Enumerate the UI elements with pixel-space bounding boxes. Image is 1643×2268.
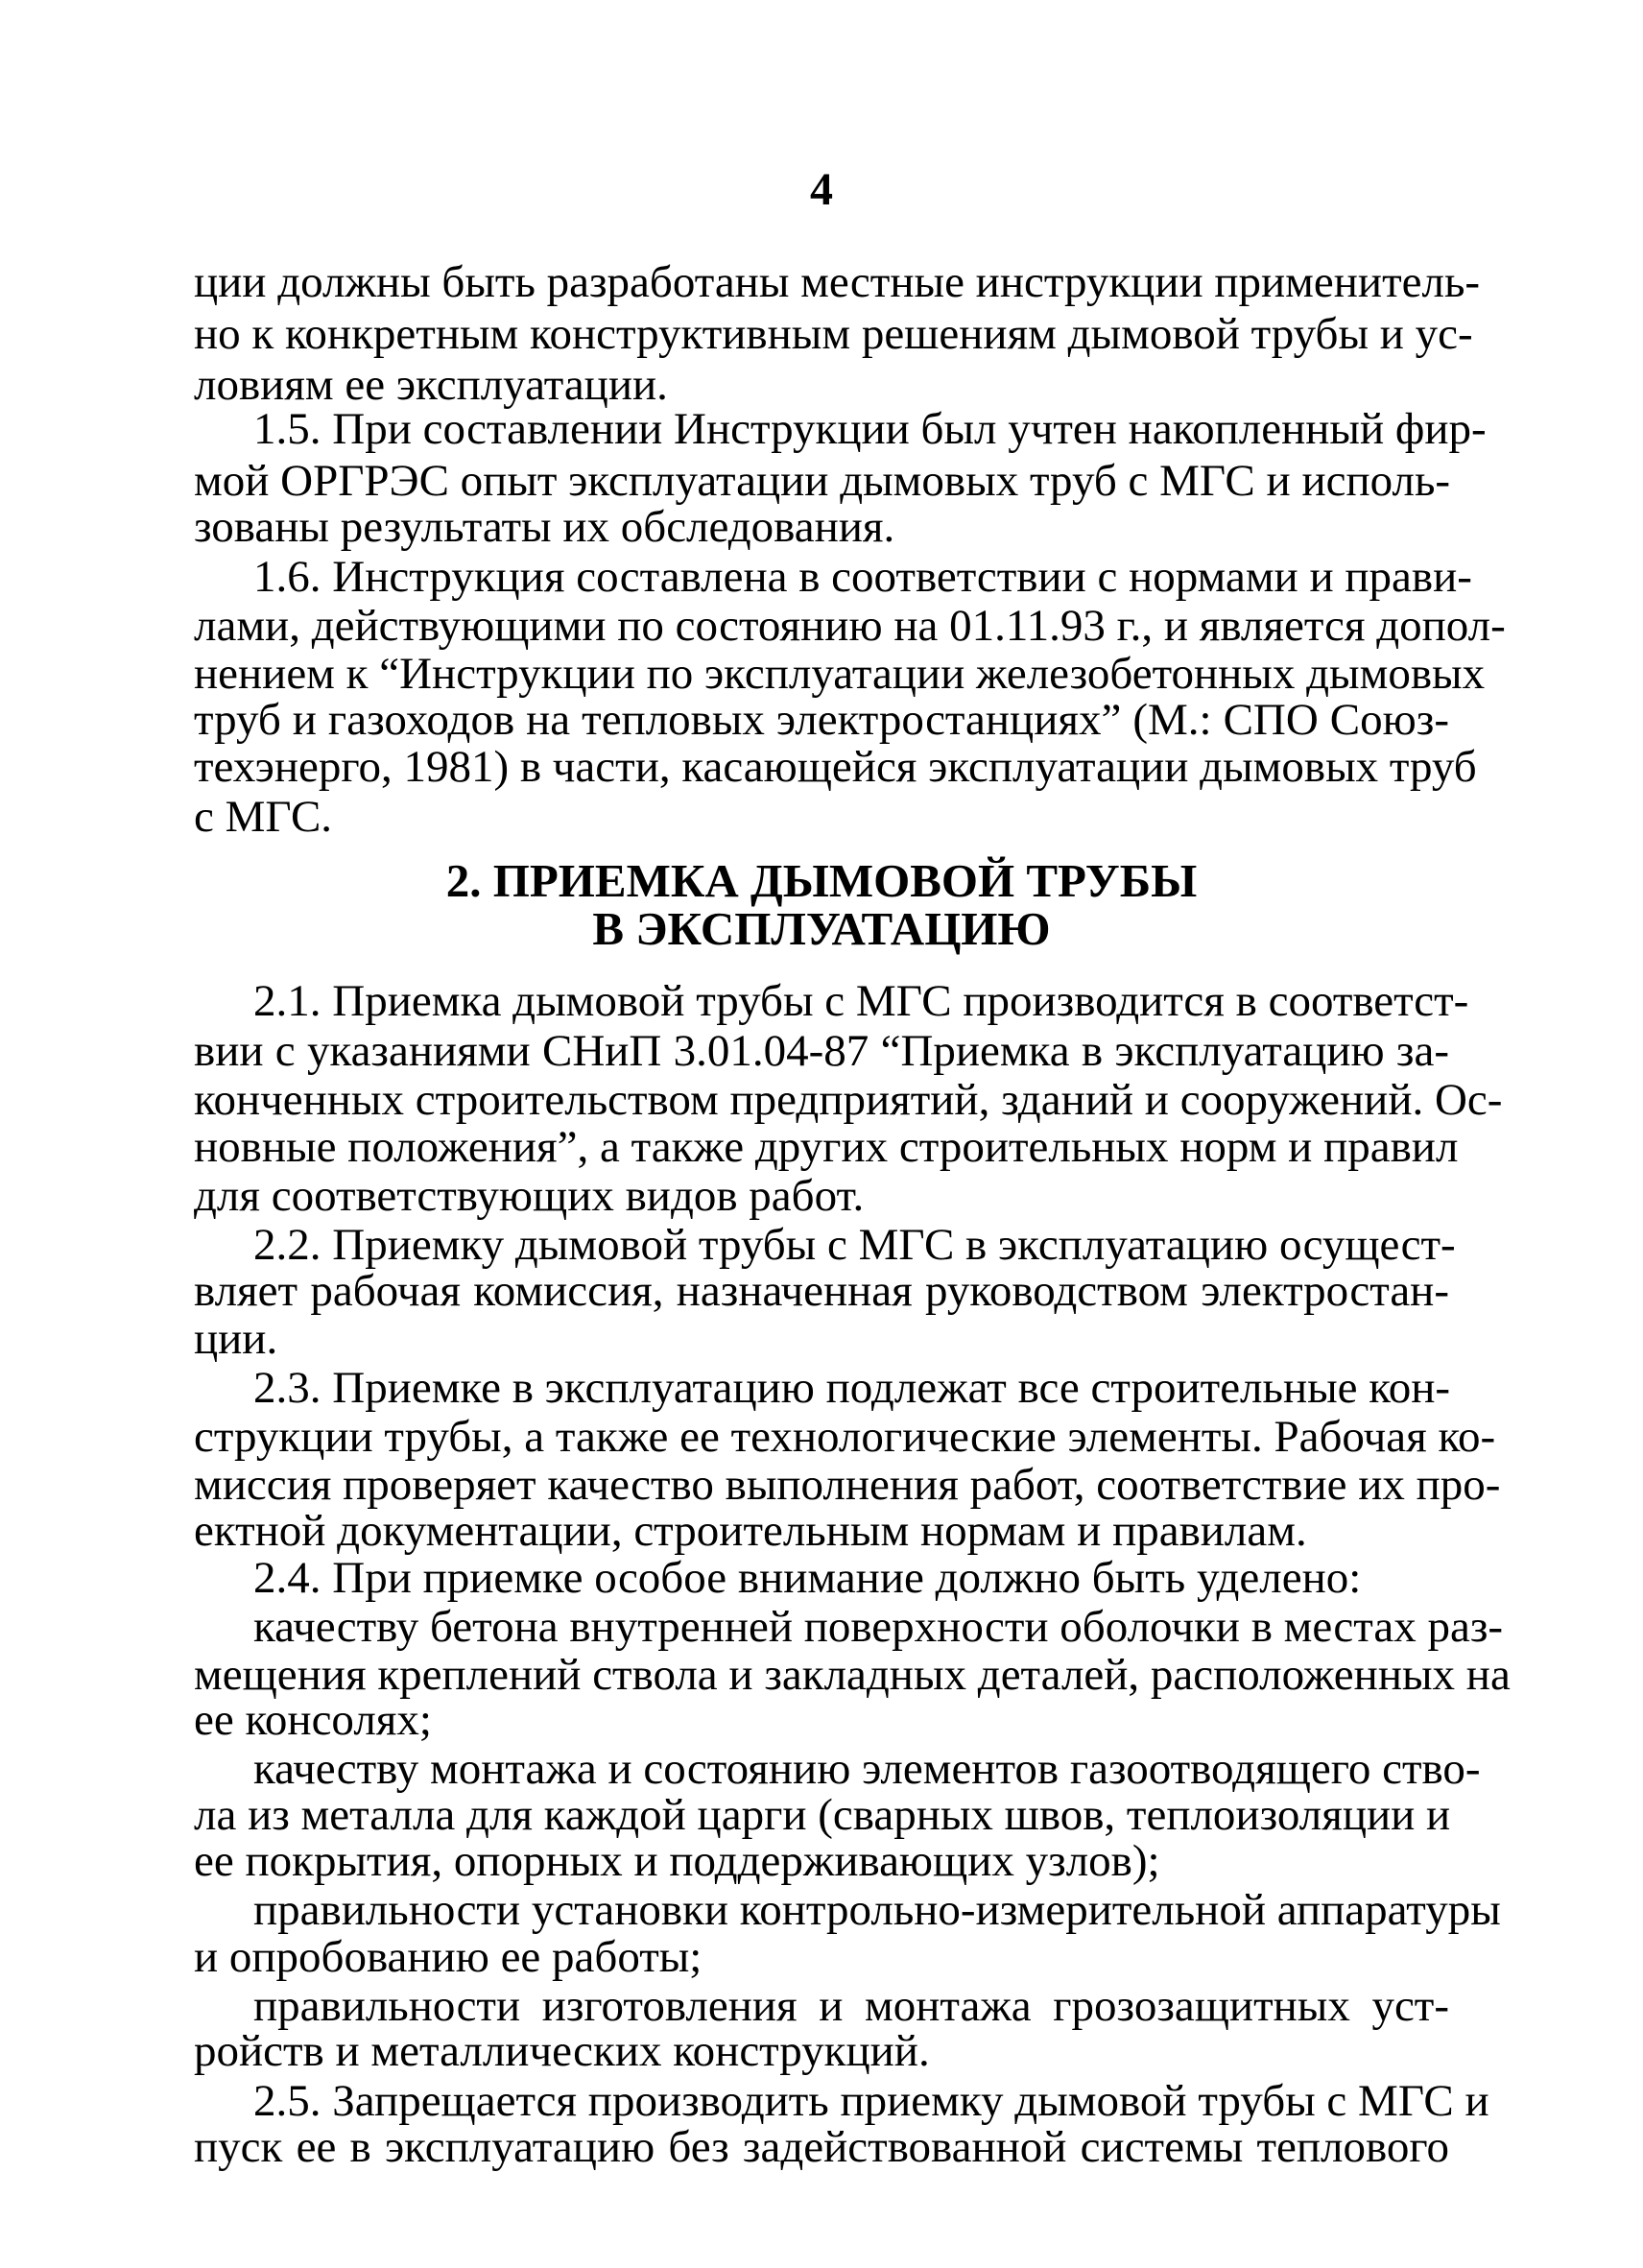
text-line: пуск ее в эксплуатацию без задействованной системы теплового: [194, 2122, 1449, 2172]
text-line: лами, действующими по состоянию на 01.11.93 г., и является допол-: [194, 601, 1506, 651]
paragraph-2-1-line: 2.1. Приемка дымовой трубы с МГС производится в соответст-: [253, 976, 1469, 1026]
section-heading-line-1: 2. ПРИЕМКА ДЫМОВОЙ ТРУБЫ: [445, 854, 1198, 907]
text-line: ловиям ее эксплуатации.: [194, 360, 668, 410]
text-line: мещения креплений ствола и закладных деталей, расположенных на: [194, 1650, 1511, 1700]
list-item-line: правильности установки контрольно-измерительной аппаратуры: [253, 1885, 1501, 1935]
text-line: ла из металла для каждой царги (сварных швов, теплоизоляции и: [194, 1790, 1451, 1840]
text-line: вляет рабочая комиссия, назначенная руководством электростан-: [194, 1266, 1449, 1316]
text-line: конченных строительством предприятий, зданий и сооружений. Ос-: [194, 1075, 1503, 1125]
text-line: мой ОРГРЭС опыт эксплуатации дымовых труб с МГС и исполь-: [194, 456, 1451, 506]
list-item-line: качеству монтажа и состоянию элементов газоотводящего ство-: [253, 1744, 1481, 1794]
paragraph-2-2-line: 2.2. Приемку дымовой трубы с МГС в эксплуатацию осущест-: [253, 1220, 1456, 1270]
text-line: ции должны быть разработаны местные инструкции применитель-: [194, 257, 1481, 307]
text-line: но к конкретным конструктивным решениям дымовой трубы и ус-: [194, 309, 1473, 359]
text-line: для соответствующих видов работ.: [194, 1171, 865, 1221]
text-line: с МГС.: [194, 792, 333, 842]
text-line: нением к “Инструкции по эксплуатации железобетонных дымовых: [194, 649, 1486, 699]
section-heading-line-2: В ЭКСПЛУАТАЦИЮ: [592, 902, 1051, 955]
text-line: и опробованию ее работы;: [194, 1932, 702, 1982]
paragraph-2-3-line: 2.3. Приемке в эксплуатацию подлежат все строительные кон-: [253, 1363, 1451, 1413]
text-line: ее консолях;: [194, 1695, 432, 1745]
paragraph-2-4-line: 2.4. При приемке особое внимание должно быть уделено:: [253, 1553, 1362, 1603]
text-line: техэнерго, 1981) в части, касающейся эксплуатации дымовых труб: [194, 742, 1477, 792]
text-line: ции.: [194, 1314, 278, 1364]
page-number: 4: [810, 164, 833, 215]
list-item-line: правильности изготовления и монтажа грозозащитных уст-: [253, 1981, 1449, 2031]
paragraph-1-5-line: 1.5. При составлении Инструкции был учтен накопленный фир-: [253, 404, 1487, 454]
text-line: вии с указаниями СНиП 3.01.04-87 “Приемка в эксплуатацию за-: [194, 1026, 1449, 1076]
list-item-line: качеству бетона внутренней поверхности оболочки в местах раз-: [253, 1602, 1504, 1652]
paragraph-2-5-line: 2.5. Запрещается производить приемку дымовой трубы с МГС и: [253, 2076, 1489, 2126]
text-line: новные положения”, а также других строительных норм и правил: [194, 1122, 1459, 1172]
text-line: ектной документации, строительным нормам и правилам.: [194, 1506, 1307, 1556]
text-line: ройств и металлических конструкций.: [194, 2026, 930, 2076]
text-line: ее покрытия, опорных и поддерживающих узлов);: [194, 1836, 1160, 1886]
text-line: струкции трубы, а также ее технологические элементы. Рабочая ко-: [194, 1412, 1496, 1462]
text-line: миссия проверяет качество выполнения работ, соответствие их про-: [194, 1460, 1501, 1510]
text-line: зованы результаты их обследования.: [194, 502, 895, 552]
paragraph-1-6-line: 1.6. Инструкция составлена в соответствии с нормами и прави-: [253, 552, 1472, 602]
text-line: труб и газоходов на тепловых электростанциях” (М.: СПО Союз-: [194, 695, 1449, 745]
